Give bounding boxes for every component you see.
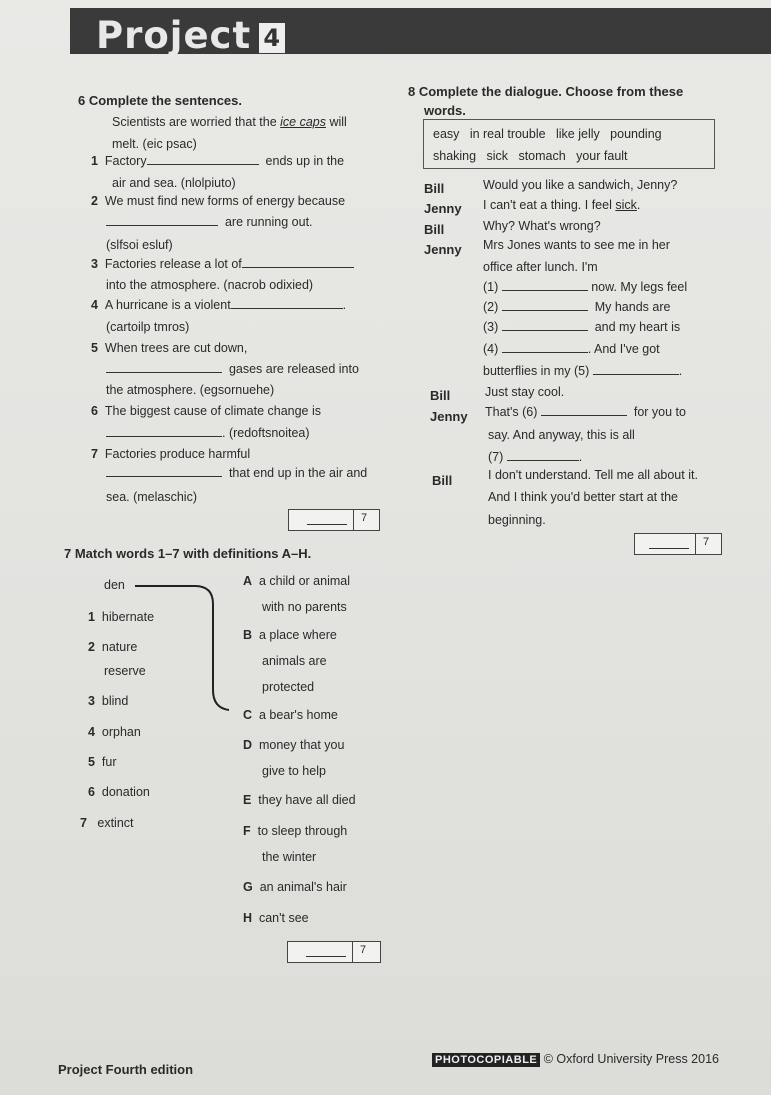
item-number: 4 [91, 298, 98, 312]
ex7-def-d[interactable] [243, 738, 344, 753]
item-number: 3 [88, 694, 95, 708]
ex6-item-2-cont [106, 215, 313, 230]
ex6-example-line2: melt. (eic psac) [112, 137, 197, 151]
ex6-item-1-cont: air and sea. (nlolpiuto) [112, 176, 236, 190]
item-number: 5 [91, 341, 98, 355]
item-number: 7 [91, 447, 98, 461]
speaker-bill: Bill [424, 181, 445, 196]
answer-blank[interactable] [502, 300, 588, 311]
def-letter: C [243, 708, 253, 722]
item-number: 6 [91, 404, 98, 418]
answer-blank[interactable] [593, 364, 679, 375]
score-divider [695, 534, 696, 554]
ex6-example-answer: ice caps [280, 115, 326, 129]
def-letter: F [243, 824, 251, 838]
dialogue-line-5: Just stay cool. [485, 385, 565, 399]
ex6-item-2-clue: (slfsoi esluf) [106, 238, 173, 252]
item-number: 2 [88, 640, 95, 654]
answer-blank[interactable] [147, 154, 259, 165]
ex7-def-a-cont: with no parents [262, 600, 347, 614]
ex7-def-e[interactable] [243, 793, 356, 808]
unit-number: 4 [259, 23, 285, 53]
ex7-word-6[interactable] [88, 785, 150, 800]
ex6-item-1 [91, 154, 344, 169]
ex7-def-d-cont: give to help [262, 764, 326, 778]
speaker-jenny: Jenny [430, 409, 468, 424]
dialogue-line-4: Mrs Jones wants to see me in her [483, 238, 670, 252]
answer-blank[interactable] [231, 298, 343, 309]
score-divider [352, 942, 353, 962]
dialogue-line-8b: And I think you'd better start at the [488, 490, 678, 504]
ex6-item-7-cont [106, 466, 367, 481]
answer-blank[interactable] [502, 280, 588, 291]
answer-blank[interactable] [106, 466, 222, 477]
def-text: money that you [258, 738, 345, 752]
ex6-example-text-end: will [326, 115, 347, 129]
ex6-item-3-cont: into the atmosphere. (nacrob odixied) [106, 278, 314, 292]
item-text: . (redoftsnoitea) [222, 426, 310, 440]
item-text: Factory [104, 154, 147, 168]
def-letter: G [243, 880, 253, 894]
answer-blank[interactable] [242, 257, 354, 268]
ex6-item-6 [91, 404, 321, 419]
word-text: donation [101, 785, 150, 799]
ex6-example-line1 [112, 115, 347, 130]
item-number: 5 [88, 755, 95, 769]
item-text: A hurricane is a violent [104, 298, 231, 312]
line-text: My hands are [594, 300, 671, 314]
score-max: 7 [360, 944, 367, 956]
item-number: 7 [80, 816, 87, 830]
answer-blank[interactable] [106, 215, 218, 226]
word-text: extinct [97, 816, 134, 830]
item-text: We must find new forms of energy because [104, 194, 346, 208]
ex6-item-3 [91, 257, 354, 272]
footer-copyright [432, 1052, 719, 1068]
item-text: gases are released into [228, 362, 359, 376]
line-text: That's (6) [485, 405, 538, 419]
dialogue-line-6 [485, 405, 686, 420]
ex7-word-2-cont: reserve [104, 664, 146, 678]
ex6-item-6-cont [106, 426, 310, 441]
def-letter: D [243, 738, 253, 752]
speaker-jenny: Jenny [424, 201, 462, 216]
ex6-score-box[interactable] [288, 509, 380, 531]
score-blank [649, 548, 689, 549]
ex6-item-7 [91, 447, 250, 462]
word-text: hibernate [101, 610, 155, 624]
ex7-def-c[interactable] [243, 708, 338, 723]
answer-blank[interactable] [502, 342, 588, 353]
def-letter: E [243, 793, 252, 807]
speaker-bill: Bill [424, 222, 445, 237]
ex7-def-b[interactable] [243, 628, 337, 643]
dialogue-line-8: I don't understand. Tell me all about it. [488, 468, 698, 482]
speaker-jenny: Jenny [424, 242, 462, 257]
def-text: a child or animal [258, 574, 350, 588]
ex6-item-2 [91, 194, 345, 209]
answer-blank[interactable] [106, 362, 222, 373]
answer-blank[interactable] [502, 320, 588, 331]
def-letter: H [243, 911, 253, 925]
ex6-item-7-clue: sea. (melaschic) [106, 490, 197, 504]
gap-1-line: (1) now. My legs feel [483, 280, 688, 294]
def-letter: B [243, 628, 253, 642]
ex7-def-h[interactable] [243, 911, 309, 926]
item-text: are running out. [224, 215, 313, 229]
line-text: (7) [488, 450, 504, 464]
score-divider [353, 510, 354, 530]
ex7-example-line [135, 578, 230, 718]
ex7-word-3[interactable] [88, 694, 128, 709]
ex7-def-b-cont: animals are [262, 654, 327, 668]
ex6-item-4: 4 A hurricane is a violent . [91, 298, 347, 312]
ex8-words-row2: shaking sick stomach your fault [433, 149, 628, 163]
dialogue-line-1: Would you like a sandwich, Jenny? [483, 178, 678, 192]
ex8-words-row1: easy in real trouble like jelly pounding [433, 127, 662, 141]
gap-4-line: (4) . And I've got [483, 342, 660, 356]
def-text: they have all died [258, 793, 356, 807]
score-max: 7 [361, 512, 368, 524]
ex7-word-2[interactable] [88, 640, 137, 655]
dialogue-line-6b: say. And anyway, this is all [488, 428, 635, 442]
word-text: nature [101, 640, 138, 654]
dialogue-line-4b: office after lunch. I'm [483, 260, 598, 274]
ex7-def-f[interactable] [243, 824, 347, 839]
gap-7-line: (7) . [488, 450, 583, 464]
ex8-heading-cont: words. [424, 103, 466, 118]
ex6-item-5-cont [106, 362, 359, 377]
item-text: that end up in the air and [228, 466, 368, 480]
def-letter: A [243, 574, 253, 588]
word-text: orphan [101, 725, 141, 739]
ex6-heading: 6 Complete the sentences. [78, 93, 242, 108]
item-number: 4 [88, 725, 95, 739]
item-number: 2 [91, 194, 98, 208]
speaker-bill: Bill [432, 473, 453, 488]
item-text: Factories produce harmful [104, 447, 251, 461]
ex7-score-box[interactable] [287, 941, 381, 963]
ex7-def-f-cont: the winter [262, 850, 317, 864]
line-text: . And I've got [587, 342, 660, 356]
def-text: an animal's hair [259, 880, 347, 894]
line-text: butterflies in my (5) [483, 364, 590, 378]
answer-blank[interactable] [106, 426, 222, 437]
ex6-item-5-clue: the atmosphere. (egsornuehe) [106, 383, 275, 397]
dialogue-line-8c: beginning. [488, 513, 546, 527]
example-answer: sick [615, 198, 637, 212]
answer-blank[interactable] [541, 405, 627, 416]
def-text: to sleep through [257, 824, 348, 838]
ex7-example-word: den [104, 578, 125, 592]
ex6-item-4-clue: (cartoilp tmros) [106, 320, 190, 334]
ex7-word-5[interactable] [88, 755, 117, 770]
ex7-heading: 7 Match words 1–7 with definitions A–H. [64, 546, 312, 561]
gap-2-line: (2) My hands are [483, 300, 671, 314]
def-text: a bear's home [258, 708, 338, 722]
page-title [96, 14, 285, 57]
item-text: ends up in the [265, 154, 345, 168]
line-text: and my heart is [594, 320, 681, 334]
title-text: Project [96, 14, 252, 57]
def-text: can't see [258, 911, 309, 925]
footer-edition: Project Fourth edition [58, 1062, 194, 1077]
speaker-bill: Bill [430, 388, 451, 403]
ex7-word-1[interactable] [88, 610, 154, 625]
photocopiable-badge: PHOTOCOPIABLE [432, 1053, 540, 1067]
item-number: 1 [91, 154, 98, 168]
item-number: 6 [88, 785, 95, 799]
item-number: 3 [91, 257, 98, 271]
line-text: I can't eat a thing. I feel [483, 198, 616, 212]
gap-5-line: butterflies in my (5) . [483, 364, 683, 378]
item-text: Factories release a lot of [104, 257, 242, 271]
ex7-def-b-cont2: protected [262, 680, 315, 694]
ex7-word-7[interactable] [80, 816, 134, 831]
dialogue-line-2: I can't eat a thing. I feel sick. [483, 198, 641, 212]
gap-3-line: (3) and my heart is [483, 320, 681, 334]
answer-blank[interactable] [507, 450, 579, 461]
ex7-def-g[interactable] [243, 880, 347, 895]
score-blank [306, 956, 346, 957]
item-number: 1 [88, 610, 95, 624]
def-text: a place where [258, 628, 337, 642]
ex8-heading: 8 Complete the dialogue. Choose from these [408, 84, 684, 99]
score-max: 7 [703, 536, 710, 548]
ex7-def-a[interactable] [243, 574, 350, 589]
line-text: now. My legs feel [591, 280, 688, 294]
ex7-word-4[interactable] [88, 725, 141, 740]
score-blank [307, 524, 347, 525]
word-text: blind [101, 694, 129, 708]
item-text: The biggest cause of climate change is [104, 404, 322, 418]
line-text: for you to [633, 405, 686, 419]
ex6-example-text: Scientists are worried that the [112, 115, 281, 129]
dialogue-line-3: Why? What's wrong? [483, 219, 601, 233]
copyright-text: © Oxford University Press 2016 [543, 1052, 719, 1066]
word-text: fur [101, 755, 117, 769]
ex8-score-box[interactable] [634, 533, 722, 555]
item-text: When trees are cut down, [104, 341, 248, 355]
ex6-item-5 [91, 341, 247, 356]
